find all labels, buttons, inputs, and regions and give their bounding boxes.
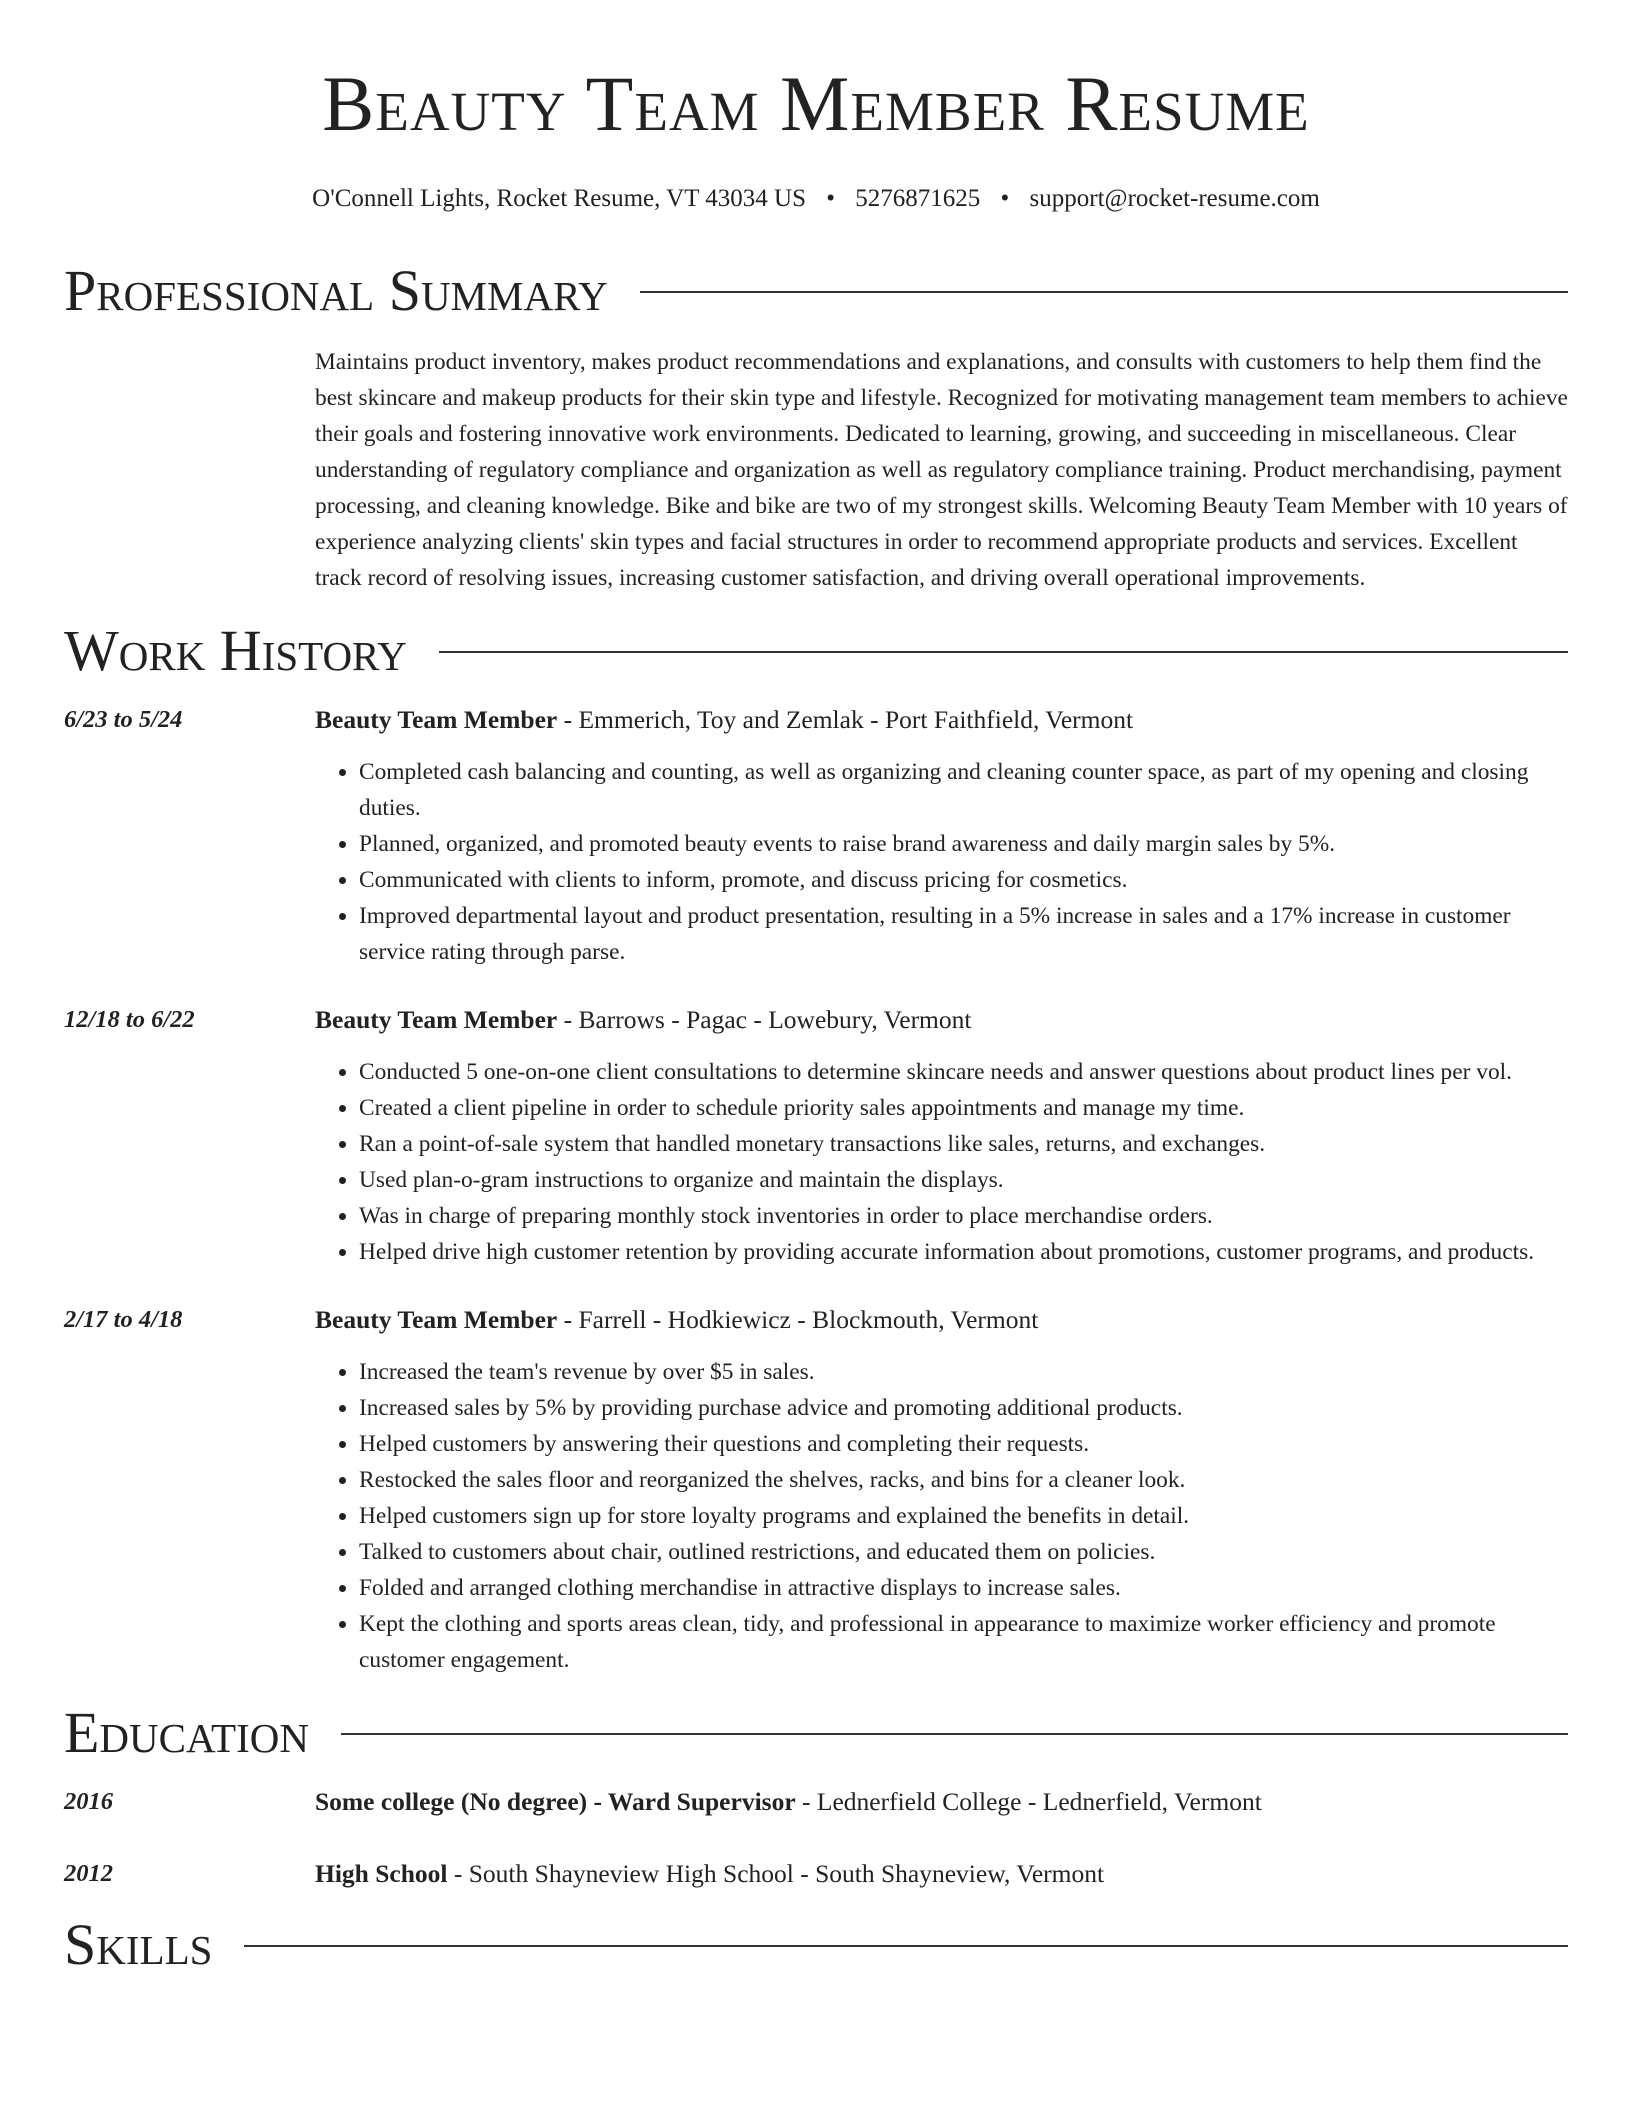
section-heading-education: Education [64, 1700, 309, 1765]
education-details: - Lednerfield College - Lednerfield, Vermont [795, 1787, 1262, 1816]
contact-email: support@rocket-resume.com [1029, 185, 1320, 212]
job-bullet: • Restocked the sales floor and reorganized the shelves, racks, and bins for a cleaner look. [359, 1462, 1568, 1498]
job-heading [315, 702, 1568, 738]
job-bullet: • Was in charge of preparing monthly stock inventories in order to place merchandise orders. [359, 1198, 1568, 1234]
job-heading [315, 1302, 1568, 1338]
education-title: Some college (No degree) - Ward Supervisor [315, 1787, 796, 1816]
section-divider [244, 1945, 1568, 1947]
job-bullet: • Increased the team's revenue by over $5 in sales. [359, 1354, 1568, 1390]
job-title: Beauty Team Member [315, 1005, 558, 1034]
job-bullet: • Improved departmental layout and product presentation, resulting in a 5% increase in sales and a 17% increase in customer service rating through parse. [359, 898, 1568, 970]
job-bullet: • Conducted 5 one-on-one client consultations to determine skincare needs and answer questions about product lines per vol. [359, 1054, 1568, 1090]
contact-phone: 5276871625 [855, 185, 981, 212]
contact-address: O'Connell Lights, Rocket Resume, VT 43034 US [312, 185, 807, 212]
resume-title: Beauty Team Member Resume [322, 60, 1310, 147]
job-entry [64, 1002, 1568, 1270]
summary-text: Maintains product inventory, makes product recommendations and explanations, and consults with customers to help them find the best skincare and makeup products for their skin type and lifestyle. Recognized for motivating management team members to achieve their goals and fostering innovative work environments. Dedicated to learning, growing, and succeeding in miscellaneous. Clear understanding of regulatory compliance and organization as well as regulatory compliance training. Product merchandising, payment processing, and cleaning knowledge. Bike and bike are two of my strongest skills. Welcoming Beauty Team Member with 10 years of experience analyzing clients' skin types and facial structures in order to recommend appropriate products and services. Excellent track record of resolving issues, increasing customer satisfaction, and driving overall operational improvements. [315, 349, 1568, 591]
section-heading-skills: Skills [64, 1912, 213, 1977]
education-heading [315, 1784, 1568, 1820]
job-bullet: • Ran a point-of-sale system that handled monetary transactions like sales, returns, and exchanges. [359, 1126, 1568, 1162]
job-entry [64, 1302, 1568, 1678]
job-bullet: • Completed cash balancing and counting, as well as organizing and cleaning counter space, as part of my opening and closing duties. [359, 754, 1568, 826]
job-bullet: • Increased sales by 5% by providing purchase advice and promoting additional products. [359, 1390, 1568, 1426]
job-bullet: • Helped drive high customer retention by providing accurate information about promotions, customer programs, and products. [359, 1234, 1568, 1270]
job-bullet: • Talked to customers about chair, outlined restrictions, and educated them on policies. [359, 1534, 1568, 1570]
job-details: - Emmerich, Toy and Zemlak - Port Faithfield, Vermont [557, 705, 1134, 734]
section-heading-work: Work History [64, 618, 407, 683]
section-work-history [64, 616, 1568, 686]
job-title: Beauty Team Member [315, 705, 558, 734]
section-divider [640, 291, 1568, 293]
education-entry [64, 1856, 1568, 1892]
job-bullet: • Helped customers by answering their questions and completing their requests. [359, 1426, 1568, 1462]
section-skills [64, 1910, 1568, 1980]
job-bullet: • Helped customers sign up for store loyalty programs and explained the benefits in detail. [359, 1498, 1568, 1534]
job-bullet: • Communicated with clients to inform, promote, and discuss pricing for cosmetics. [359, 862, 1568, 898]
job-details: - Barrows - Pagac - Lowebury, Vermont [557, 1005, 972, 1034]
contact-line [64, 184, 1568, 214]
education-title: High School [315, 1859, 448, 1888]
job-bullet: • Used plan-o-gram instructions to organize and maintain the displays. [359, 1162, 1568, 1198]
section-divider [341, 1733, 1568, 1735]
contact-separator: • [1000, 185, 1010, 212]
job-bullet: • Planned, organized, and promoted beauty events to raise brand awareness and daily margin sales by 5%. [359, 826, 1568, 862]
section-heading-summary: Professional Summary [64, 258, 608, 323]
section-education [64, 1698, 1568, 1768]
job-date: 12/18 to 6/22 [64, 1006, 195, 1033]
education-details: - South Shayneview High School - South Shayneview, Vermont [447, 1859, 1105, 1888]
job-bullets [315, 1354, 1568, 1678]
contact-separator: • [826, 185, 836, 212]
job-date: 6/23 to 5/24 [64, 706, 183, 733]
job-bullets [315, 1054, 1568, 1270]
job-bullet: • Folded and arranged clothing merchandise in attractive displays to increase sales. [359, 1570, 1568, 1606]
education-heading [315, 1856, 1568, 1892]
education-entry [64, 1784, 1568, 1820]
job-title: Beauty Team Member [315, 1305, 558, 1334]
job-bullet: • Kept the clothing and sports areas clean, tidy, and professional in appearance to maximize worker efficiency and promote customer engagement. [359, 1606, 1568, 1678]
section-professional-summary [64, 256, 1568, 326]
job-heading [315, 1002, 1568, 1038]
section-divider [439, 651, 1568, 653]
job-entry [64, 702, 1568, 970]
education-date: 2016 [64, 1788, 113, 1815]
job-date: 2/17 to 4/18 [64, 1306, 183, 1333]
education-date: 2012 [64, 1860, 113, 1887]
job-bullet: • Created a client pipeline in order to schedule priority sales appointments and manage my time. [359, 1090, 1568, 1126]
job-details: - Farrell - Hodkiewicz - Blockmouth, Vermont [557, 1305, 1039, 1334]
job-bullets [315, 754, 1568, 970]
